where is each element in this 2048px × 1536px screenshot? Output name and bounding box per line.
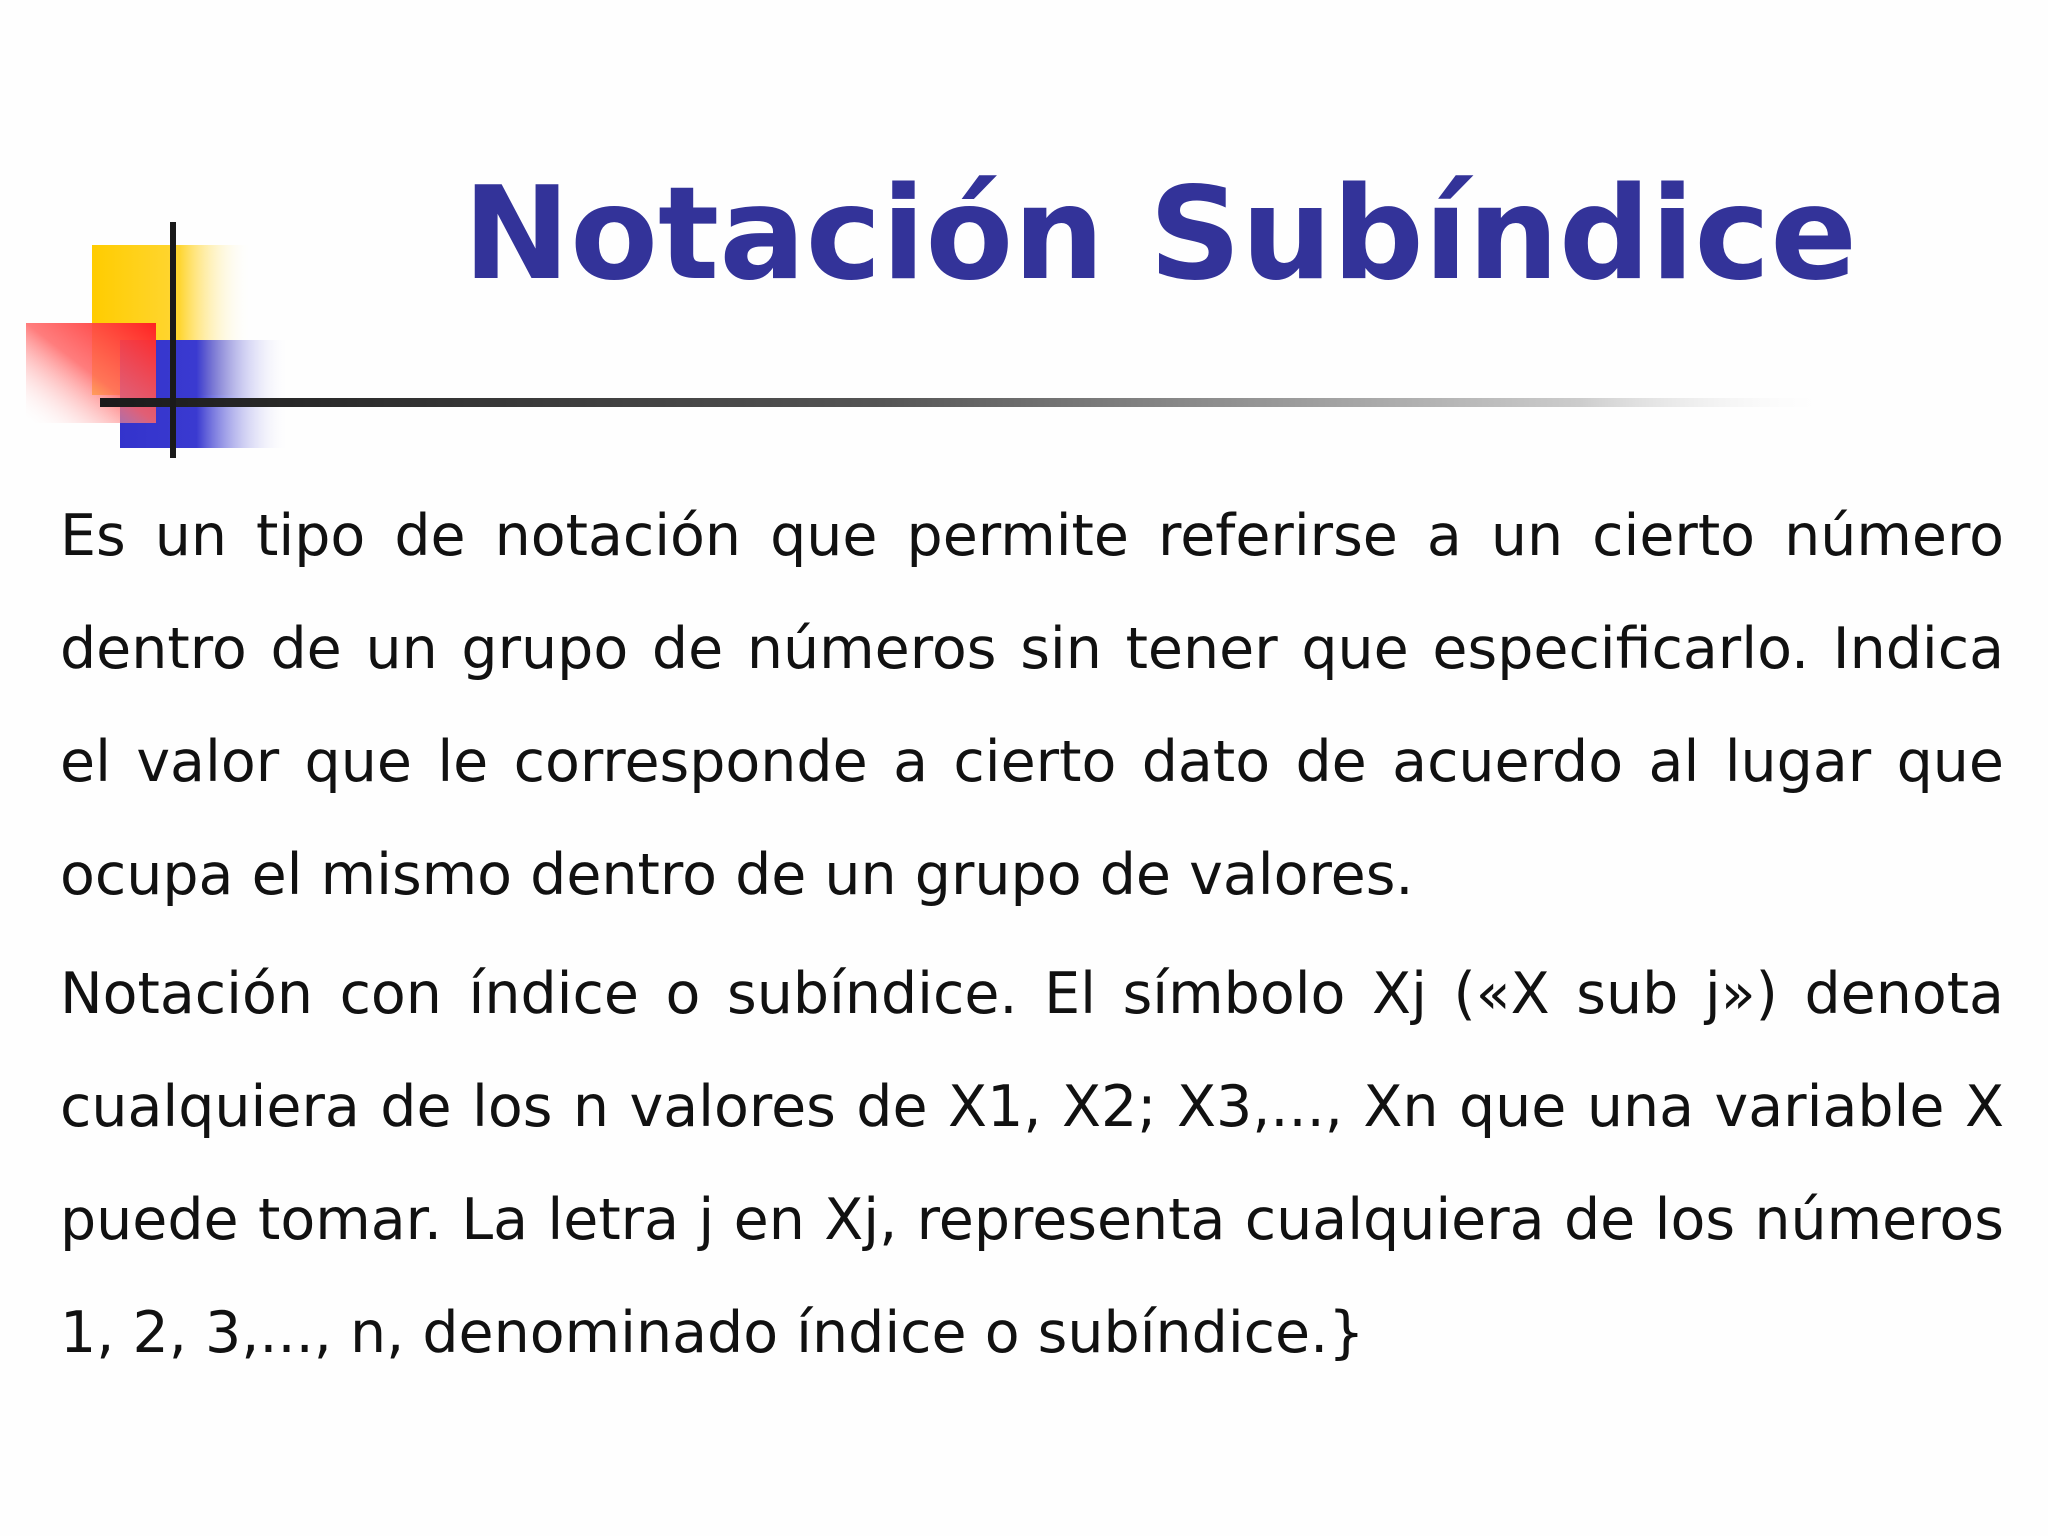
horizontal-rule — [100, 398, 1840, 407]
paragraph-notation: Notación con índice o subíndice. El símbolo Xj («X sub j») denota cualquiera de los n valores de X1, X2; X3,..., Xn que una variable X puede tomar. La letra j en Xj, representa cualquiera de los números 1, 2, 3,..., n, denominado índice o subíndice.} — [60, 961, 2004, 1366]
slide-title: Notación Subíndice — [462, 160, 1858, 309]
red-square — [26, 323, 156, 423]
vertical-rule — [170, 222, 176, 458]
paragraph-definition: Es un tipo de notación que permite referirse a un cierto número dentro de un grupo de números sin tener que especificarlo. Indica el valor que le corresponde a cierto dato de acuerdo al lugar que ocupa el mismo dentro de un grupo de valores. — [60, 503, 2004, 908]
slide-body — [60, 480, 2004, 1390]
